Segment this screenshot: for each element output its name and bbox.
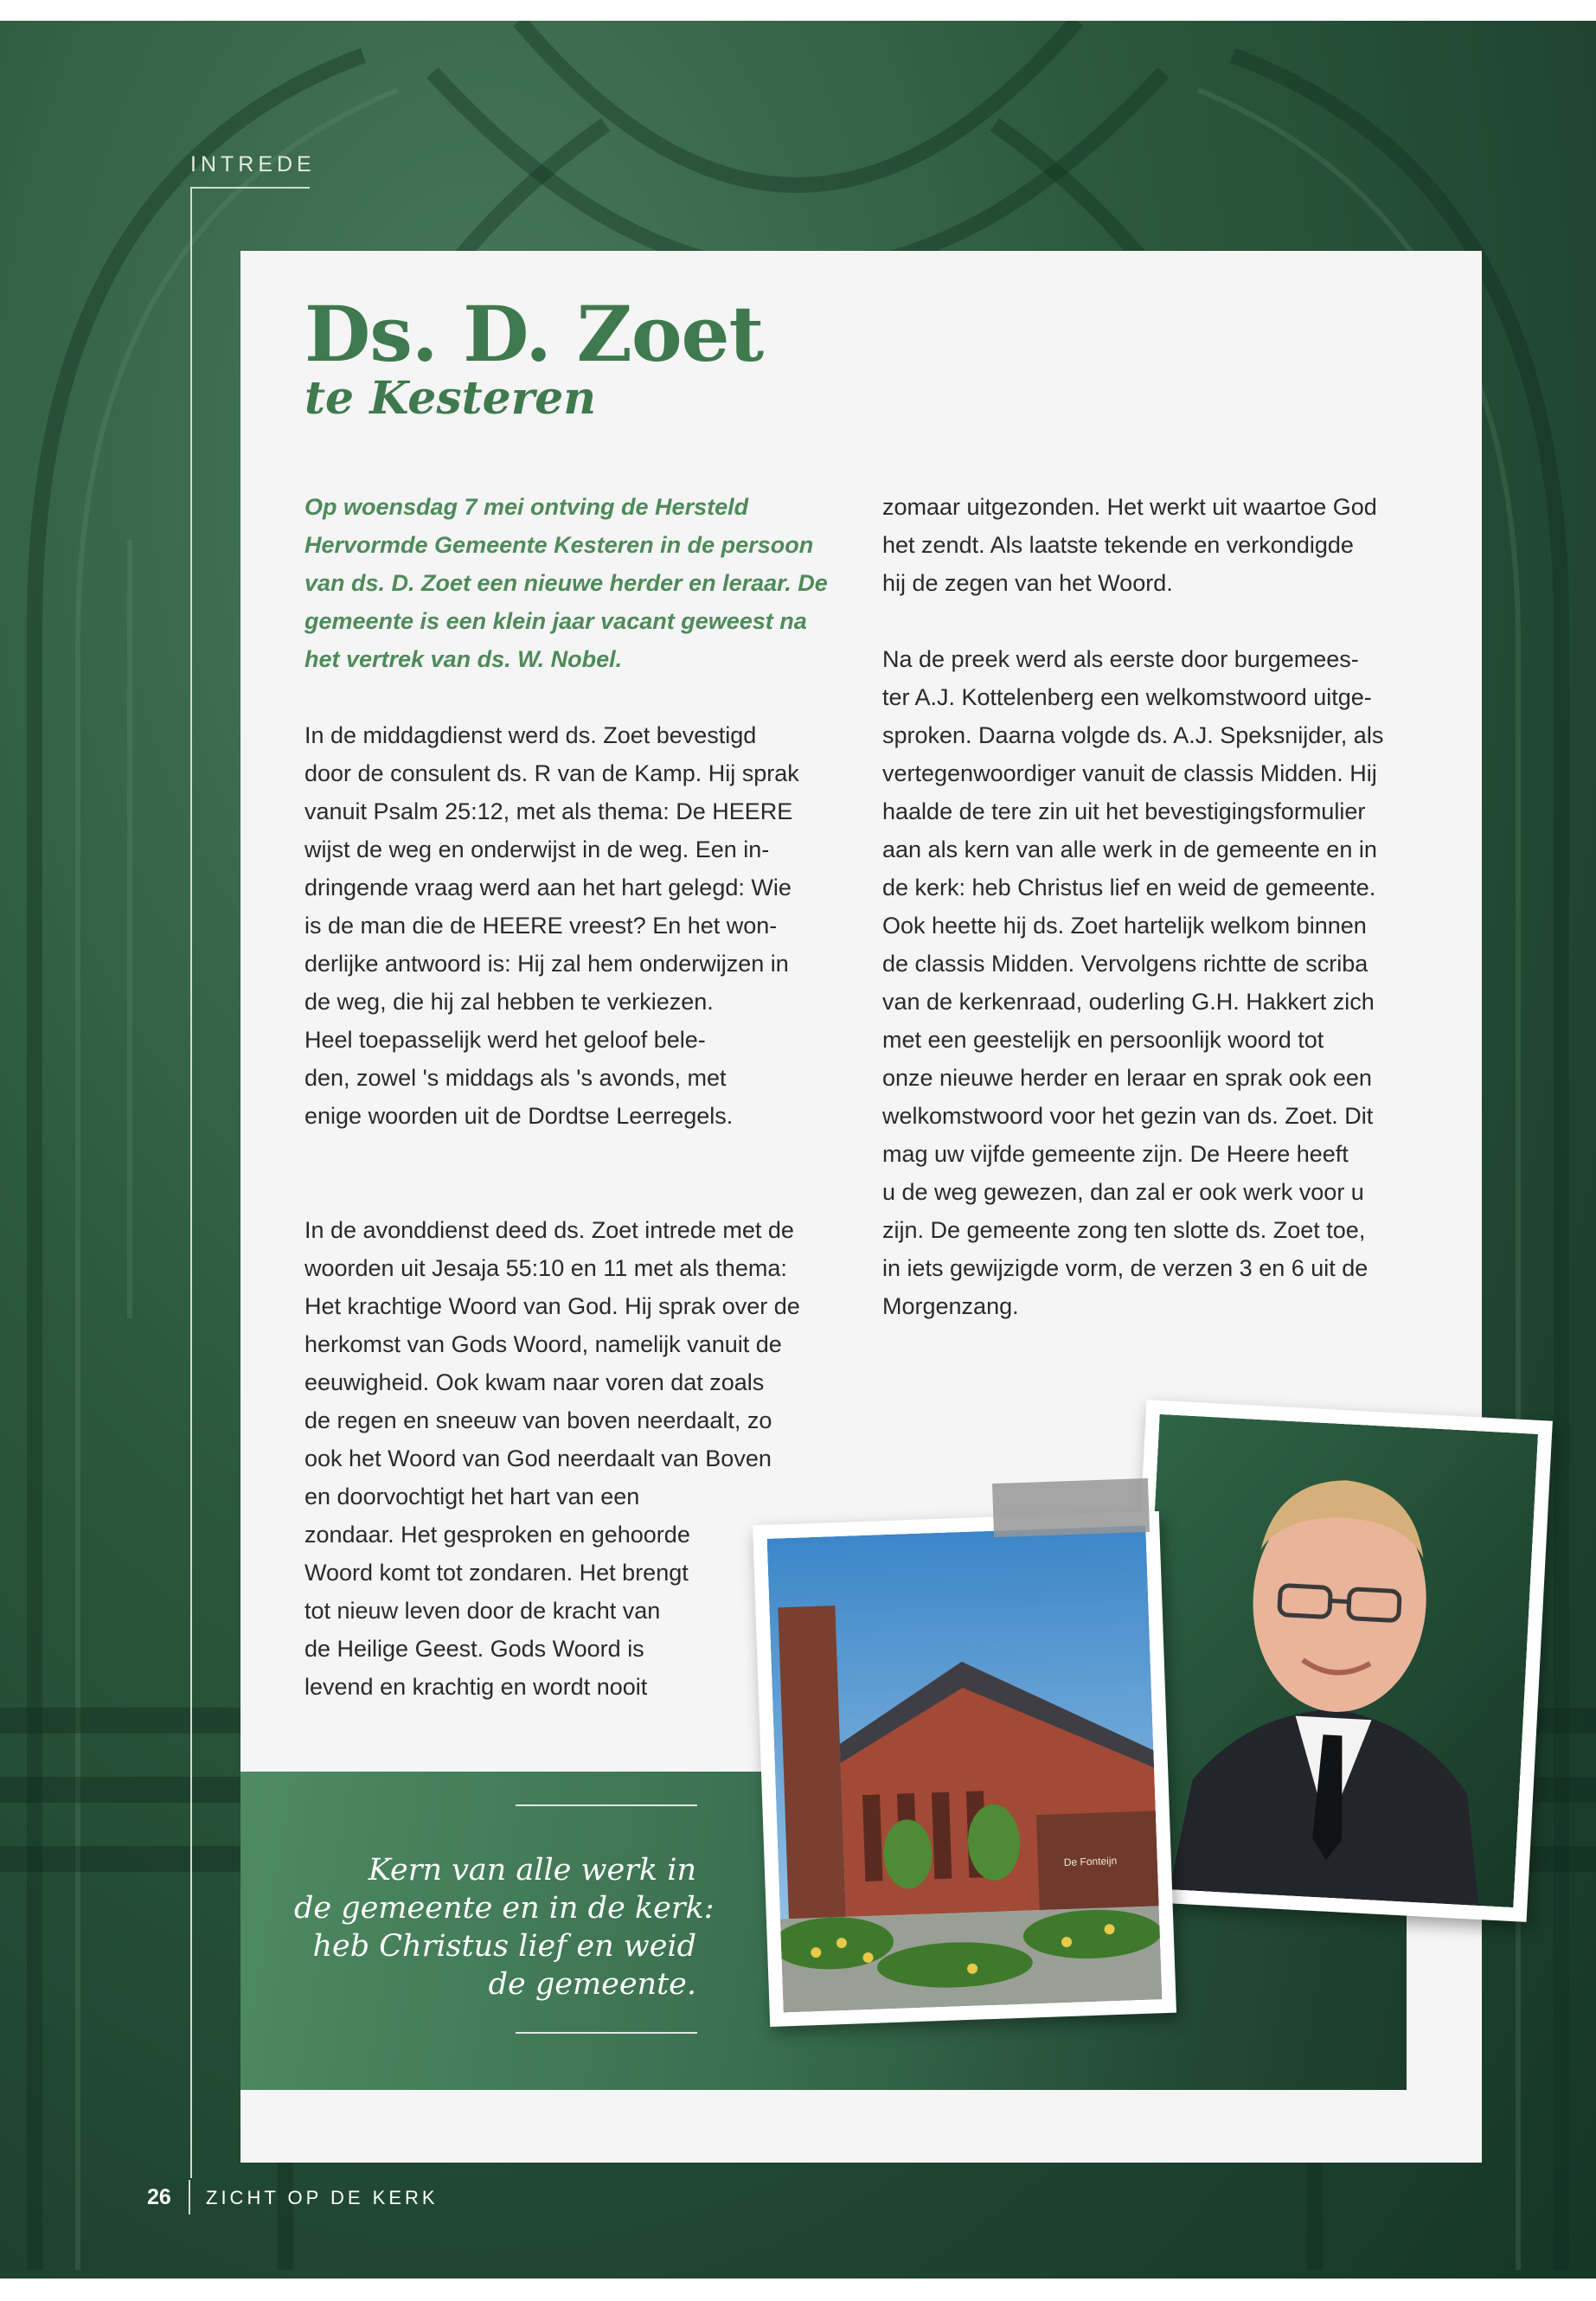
paragraph-spacer (304, 1135, 841, 1211)
body-line: de kerk: heb Christus lief en weid de gemeente. (882, 875, 1376, 901)
body-line: den, zowel 's middags als 's avonds, met (304, 1065, 727, 1091)
body-line: ook het Woord van God neerdaalt van Boven (304, 1445, 772, 1471)
portrait-photo (1120, 1400, 1553, 1922)
body-line: Ook heette hij ds. Zoet hartelijk welkom binnen (882, 913, 1367, 939)
body-line: en doorvochtigt het hart van een (304, 1484, 640, 1509)
body-line: Het krachtige Woord van God. Hij sprak over de (304, 1293, 800, 1319)
body-paragraph-1 (304, 716, 841, 1135)
body-line: Na de preek werd als eerste door burgemees- (882, 646, 1359, 672)
body-line: door de consulent ds. R van de Kamp. Hij sprak (304, 760, 799, 786)
body-line: Morgenzang. (882, 1293, 1019, 1319)
church-sign-text: De Fonteijn (1063, 1854, 1118, 1869)
portrait-illustration (1135, 1414, 1538, 1907)
pull-quote-line: heb Christus lief en weid (312, 1929, 696, 1964)
body-line: in iets gewijzigde vorm, de verzen 3 en 6 uit de (882, 1255, 1368, 1281)
intro-line: van ds. D. Zoet een nieuwe herder en leraar. De (304, 570, 828, 596)
photo-tape (992, 1478, 1150, 1537)
body-line: de weg, die hij zal hebben te verkiezen. (304, 989, 714, 1015)
body-line: het zendt. Als laatste tekende en verkondigde (882, 532, 1354, 558)
body-line: woorden uit Jesaja 55:10 en 11 met als thema: (304, 1255, 787, 1281)
body-line: de Heilige Geest. Gods Woord is (304, 1636, 644, 1662)
body-line: In de avonddienst deed ds. Zoet intrede met de (304, 1217, 794, 1243)
article-subtitle: te Kesteren (304, 372, 597, 425)
body-line: vertegenwoordiger vanuit de classis Midden. Hij (882, 760, 1377, 786)
body-paragraph-4 (882, 640, 1436, 1325)
body-line: de classis Midden. Vervolgens richtte de scriba (882, 951, 1368, 977)
church-illustration (767, 1526, 1163, 2013)
body-line: ter A.J. Kottelenberg een welkomstwoord uitge- (882, 684, 1372, 710)
quote-rule-bottom (516, 2032, 697, 2034)
body-line: met een geestelijk en persoonlijk woord tot (882, 1027, 1324, 1053)
pull-quote-line: de gemeente. (488, 1967, 696, 2002)
body-line: is de man die de HEERE vreest? En het won- (304, 913, 778, 939)
intro-line: Hervormde Gemeente Kesteren in de persoon (304, 532, 814, 558)
body-line: van de kerkenraad, ouderling G.H. Hakkert zich (882, 989, 1375, 1015)
body-line: Heel toepasselijk werd het geloof bele- (304, 1027, 706, 1053)
section-rule-vertical (190, 189, 192, 2178)
article-column-right (882, 488, 1436, 1325)
body-line: haalde de tere zin uit het bevestigingsformulier (882, 798, 1366, 824)
intro-line: het vertrek van ds. W. Nobel. (304, 646, 623, 672)
body-paragraph-3 (882, 488, 1436, 602)
footer-divider (189, 2180, 190, 2214)
body-line: zijn. De gemeente zong ten slotte ds. Zoet toe, (882, 1217, 1366, 1243)
body-line: tot nieuw leven door de kracht van (304, 1598, 661, 1624)
article-column-left (304, 488, 841, 1706)
body-line: zomaar uitgezonden. Het werkt uit waartoe God (882, 494, 1377, 520)
church-photo (753, 1511, 1176, 2027)
church-image (767, 1526, 1163, 2013)
article-title: Ds. D. Zoet (304, 289, 764, 379)
body-line: levend en krachtig en wordt nooit (304, 1674, 648, 1700)
intro-line: Op woensdag 7 mei ontving de Hersteld (304, 494, 749, 520)
body-line: herkomst van Gods Woord, namelijk vanuit de (304, 1331, 782, 1357)
body-line: wijst de weg en onderwijst in de weg. Een in- (304, 836, 770, 862)
body-line: aan als kern van alle werk in de gemeente en in (882, 836, 1377, 862)
intro-line: gemeente is een klein jaar vacant geweest na (304, 608, 807, 634)
page-number: 26 (147, 2185, 171, 2209)
paragraph-spacer (304, 678, 841, 716)
body-line: enige woorden uit de Dordtse Leerregels. (304, 1103, 734, 1129)
body-line: vanuit Psalm 25:12, met als thema: De HEERE (304, 798, 793, 824)
body-line: dringende vraag werd aan het hart gelegd: Wie (304, 875, 792, 901)
body-line: mag uw vijfde gemeente zijn. De Heere heeft (882, 1141, 1349, 1167)
body-line: welkomstwoord voor het gezin van ds. Zoet. Dit (882, 1103, 1374, 1129)
body-line: Woord komt tot zondaren. Het brengt (304, 1560, 689, 1586)
body-line: hij de zegen van het Woord. (882, 570, 1173, 596)
portrait-image (1135, 1414, 1538, 1907)
body-line: eeuwigheid. Ook kwam naar voren dat zoals (304, 1369, 765, 1395)
body-line: In de middagdienst werd ds. Zoet bevestigd (304, 722, 757, 748)
publication-name: ZICHT OP DE KERK (206, 2187, 439, 2208)
section-rule-horizontal (190, 187, 310, 189)
paragraph-spacer (882, 602, 1436, 640)
body-line: onze nieuwe herder en leraar en sprak ook een (882, 1065, 1372, 1091)
body-line: derlijke antwoord is: Hij zal hem onderwijzen in (304, 951, 789, 977)
body-line: sproken. Daarna volgde ds. A.J. Speksnijder, als (882, 722, 1384, 748)
pull-quote (294, 1851, 715, 2003)
quote-rule-top (516, 1804, 697, 1806)
section-label: INTREDE (190, 152, 316, 176)
pull-quote-line: de gemeente en in de kerk: (294, 1891, 715, 1926)
body-line: zondaar. Het gesproken en gehoorde (304, 1522, 690, 1548)
pull-quote-line: Kern van alle werk in (368, 1853, 696, 1888)
body-line: de regen en sneeuw van boven neerdaalt, zo (304, 1407, 772, 1433)
intro-paragraph (304, 488, 841, 678)
body-line: u de weg gewezen, dan zal er ook werk voor u (882, 1179, 1364, 1205)
